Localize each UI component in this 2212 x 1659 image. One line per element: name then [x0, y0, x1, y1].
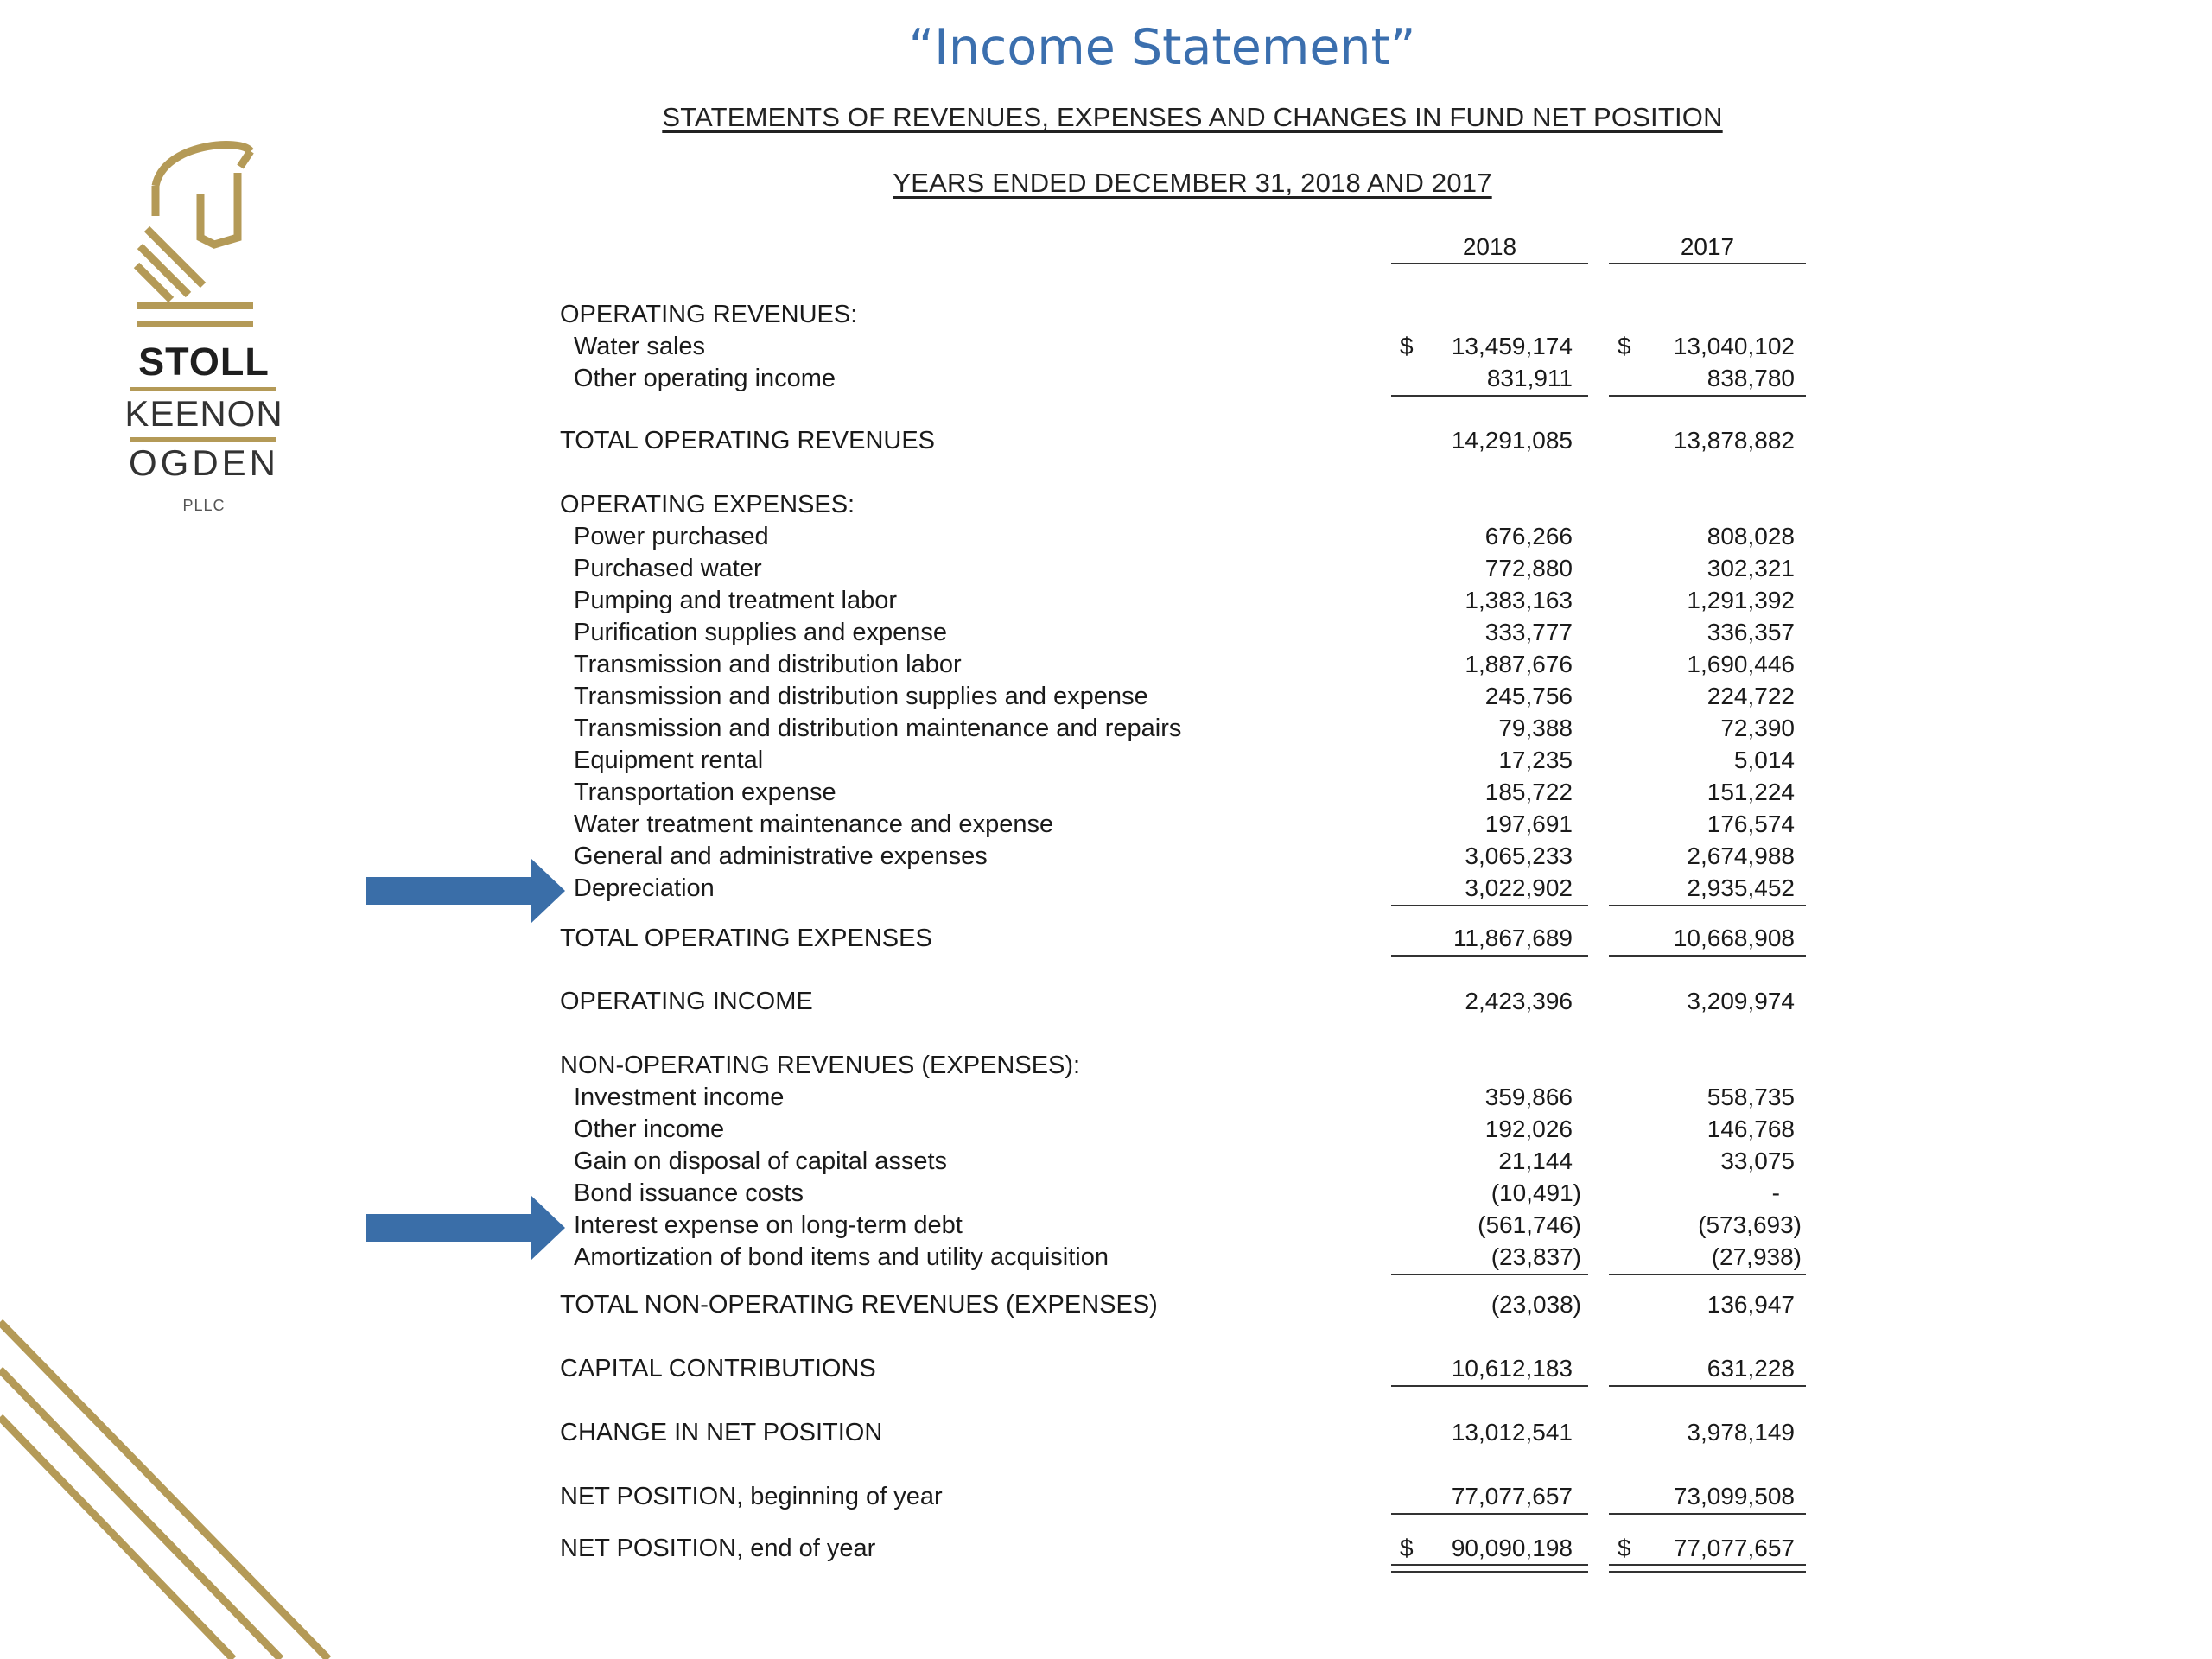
statement-period: YEARS ENDED DECEMBER 31, 2018 AND 2017 — [893, 168, 1492, 198]
row-label: Transmission and distribution maintenance and repairs — [574, 715, 1182, 742]
row-label: Gain on disposal of capital assets — [574, 1147, 948, 1175]
double-underline — [1609, 1564, 1806, 1573]
subtotal-rule — [1609, 905, 1806, 906]
value-2017: 631,228 — [1707, 1355, 1795, 1382]
row-label: Investment income — [574, 1084, 785, 1111]
table-row — [0, 333, 2212, 367]
value-2018: 333,777 — [1484, 619, 1573, 645]
column-header-2018: 2018 — [1462, 233, 1517, 260]
section-heading-row — [0, 1052, 2212, 1086]
table-row — [0, 874, 2212, 909]
logo-text-ogden: OGDEN — [128, 442, 279, 483]
total-row — [0, 1291, 2212, 1325]
row-label: TOTAL OPERATING REVENUES — [560, 427, 936, 454]
logo-text-stoll: STOLL — [138, 340, 270, 384]
subtotal-rule — [1391, 955, 1588, 957]
table-row — [0, 747, 2212, 781]
column-underline — [1391, 263, 1588, 264]
section-heading-row — [0, 301, 2212, 335]
total-row — [0, 1355, 2212, 1389]
row-label: Purchased water — [574, 555, 762, 582]
row-label: Purification supplies and expense — [574, 619, 948, 646]
decorative-diagonal-lines — [0, 1296, 346, 1659]
table-row — [0, 715, 2212, 749]
table-row — [0, 1116, 2212, 1150]
value-2017: 10,668,908 — [1673, 925, 1795, 951]
value-2018: 3,065,233 — [1465, 842, 1573, 869]
row-label: Amortization of bond items and utility acquisition — [574, 1243, 1109, 1271]
table-row — [0, 587, 2212, 621]
subtotal-rule — [1609, 1513, 1806, 1515]
subtotal-rule — [1391, 395, 1588, 397]
value-2017: 3,978,149 — [1687, 1419, 1795, 1446]
row-label: NET POSITION, end of year — [560, 1535, 876, 1562]
subtotal-rule — [1391, 905, 1588, 906]
value-2017: 302,321 — [1707, 555, 1795, 582]
value-2018: 13,459,174 — [1451, 333, 1573, 359]
subtotal-rule — [1609, 395, 1806, 397]
value-2018: 77,077,657 — [1451, 1483, 1573, 1510]
table-row — [0, 779, 2212, 813]
row-label: Transmission and distribution supplies and expense — [574, 683, 1148, 710]
value-2018: 185,722 — [1484, 779, 1573, 805]
statement-title: STATEMENTS OF REVENUES, EXPENSES AND CHANGES IN FUND NET POSITION — [662, 102, 1723, 132]
value-2017: (27,938) — [1711, 1243, 1802, 1270]
value-2017: 2,935,452 — [1687, 874, 1795, 901]
value-2018: 10,612,183 — [1451, 1355, 1573, 1382]
value-2018: 772,880 — [1484, 555, 1573, 582]
value-2018: 192,026 — [1484, 1116, 1573, 1142]
logo-text-pllc: PLLC — [182, 497, 226, 514]
subtotal-rule — [1609, 955, 1806, 957]
value-2018: (23,837) — [1491, 1243, 1581, 1270]
value-2017: 33,075 — [1720, 1147, 1795, 1174]
value-2017: - — [1771, 1179, 1780, 1206]
value-2017: 1,291,392 — [1687, 587, 1795, 613]
total-row — [0, 1419, 2212, 1453]
double-underline — [1391, 1564, 1588, 1573]
value-2017: 838,780 — [1707, 365, 1795, 391]
table-row — [0, 683, 2212, 717]
value-2018: (10,491) — [1491, 1179, 1581, 1206]
row-label: Other income — [574, 1116, 725, 1143]
table-row — [0, 1179, 2212, 1214]
row-label: Equipment rental — [574, 747, 764, 774]
value-2018: 79,388 — [1498, 715, 1573, 741]
row-label: Depreciation — [574, 874, 715, 902]
value-2017: 136,947 — [1707, 1291, 1795, 1318]
value-2018: 13,012,541 — [1451, 1419, 1573, 1446]
table-row — [0, 619, 2212, 653]
value-2017: 336,357 — [1707, 619, 1795, 645]
value-2017: 176,574 — [1707, 810, 1795, 837]
currency-symbol: $ — [1400, 333, 1414, 359]
value-2018: 11,867,689 — [1452, 925, 1573, 951]
row-label: TOTAL NON-OPERATING REVENUES (EXPENSES) — [560, 1291, 1158, 1319]
value-2018: 1,887,676 — [1465, 651, 1573, 677]
value-2017: 224,722 — [1707, 683, 1795, 709]
logo-text-keenon: KEENON — [124, 393, 283, 434]
row-label: Transportation expense — [574, 779, 836, 806]
value-2018: 831,911 — [1486, 365, 1573, 391]
row-label: TOTAL OPERATING EXPENSES — [560, 925, 932, 952]
value-2018: 197,691 — [1484, 810, 1573, 837]
value-2018: 14,291,085 — [1451, 427, 1573, 454]
value-2017: 146,768 — [1707, 1116, 1795, 1142]
value-2018: 90,090,198 — [1451, 1535, 1573, 1561]
value-2017: 77,077,657 — [1673, 1535, 1795, 1561]
subtotal-rule — [1391, 1513, 1588, 1515]
currency-symbol: $ — [1618, 1535, 1631, 1561]
row-label: General and administrative expenses — [574, 842, 988, 870]
value-2017: 13,040,102 — [1673, 333, 1795, 359]
value-2018: 1,383,163 — [1465, 587, 1573, 613]
slide-title: “Income Statement” — [908, 19, 1416, 76]
currency-symbol: $ — [1400, 1535, 1414, 1561]
table-row — [0, 810, 2212, 845]
value-2017: 72,390 — [1720, 715, 1795, 741]
row-label: CAPITAL CONTRIBUTIONS — [560, 1355, 876, 1382]
row-label: Transmission and distribution labor — [574, 651, 962, 678]
value-2018: 676,266 — [1484, 523, 1573, 550]
value-2017: (573,693) — [1698, 1211, 1802, 1238]
table-row — [0, 842, 2212, 877]
value-2017: 13,878,882 — [1673, 427, 1795, 454]
row-label: Bond issuance costs — [574, 1179, 804, 1207]
row-label: OPERATING INCOME — [560, 988, 813, 1015]
row-label: Water treatment maintenance and expense — [574, 810, 1054, 838]
table-row — [0, 1147, 2212, 1182]
section-heading-row — [0, 491, 2212, 525]
total-row — [0, 427, 2212, 461]
value-2017: 558,735 — [1707, 1084, 1795, 1110]
table-row — [0, 1211, 2212, 1246]
section-heading: NON-OPERATING REVENUES (EXPENSES): — [560, 1052, 1081, 1079]
value-2018: (23,038) — [1491, 1291, 1581, 1318]
total-row — [0, 1535, 2212, 1569]
row-label: Other operating income — [574, 365, 836, 392]
row-label: NET POSITION, beginning of year — [560, 1483, 943, 1510]
value-2017: 73,099,508 — [1673, 1483, 1795, 1510]
value-2017: 1,690,446 — [1687, 651, 1795, 677]
value-2017: 808,028 — [1707, 523, 1795, 550]
table-row — [0, 1084, 2212, 1118]
total-row — [0, 925, 2212, 959]
table-row — [0, 523, 2212, 557]
table-row — [0, 365, 2212, 399]
subtotal-rule — [1609, 1385, 1806, 1387]
section-heading: OPERATING REVENUES: — [560, 301, 858, 328]
table-row — [0, 651, 2212, 685]
row-label: Water sales — [574, 333, 706, 360]
total-row — [0, 988, 2212, 1022]
column-header-2017: 2017 — [1680, 233, 1735, 260]
value-2018: 245,756 — [1484, 683, 1573, 709]
value-2018: 17,235 — [1498, 747, 1573, 773]
currency-symbol: $ — [1618, 333, 1631, 359]
table-row — [0, 555, 2212, 589]
subtotal-rule — [1391, 1385, 1588, 1387]
value-2017: 151,224 — [1707, 779, 1795, 805]
value-2017: 2,674,988 — [1687, 842, 1795, 869]
table-row — [0, 1243, 2212, 1278]
value-2018: (561,746) — [1478, 1211, 1581, 1238]
row-label: Pumping and treatment labor — [574, 587, 897, 614]
row-label: Interest expense on long-term debt — [574, 1211, 963, 1239]
value-2018: 359,866 — [1484, 1084, 1573, 1110]
value-2018: 21,144 — [1498, 1147, 1573, 1174]
subtotal-rule — [1391, 1274, 1588, 1275]
value-2018: 3,022,902 — [1465, 874, 1573, 901]
total-row — [0, 1483, 2212, 1517]
row-label: Power purchased — [574, 523, 769, 550]
section-heading: OPERATING EXPENSES: — [560, 491, 855, 518]
value-2017: 5,014 — [1733, 747, 1795, 773]
value-2017: 3,209,974 — [1687, 988, 1795, 1014]
column-underline — [1609, 263, 1806, 264]
value-2018: 2,423,396 — [1465, 988, 1573, 1014]
subtotal-rule — [1609, 1274, 1806, 1275]
row-label: CHANGE IN NET POSITION — [560, 1419, 883, 1446]
